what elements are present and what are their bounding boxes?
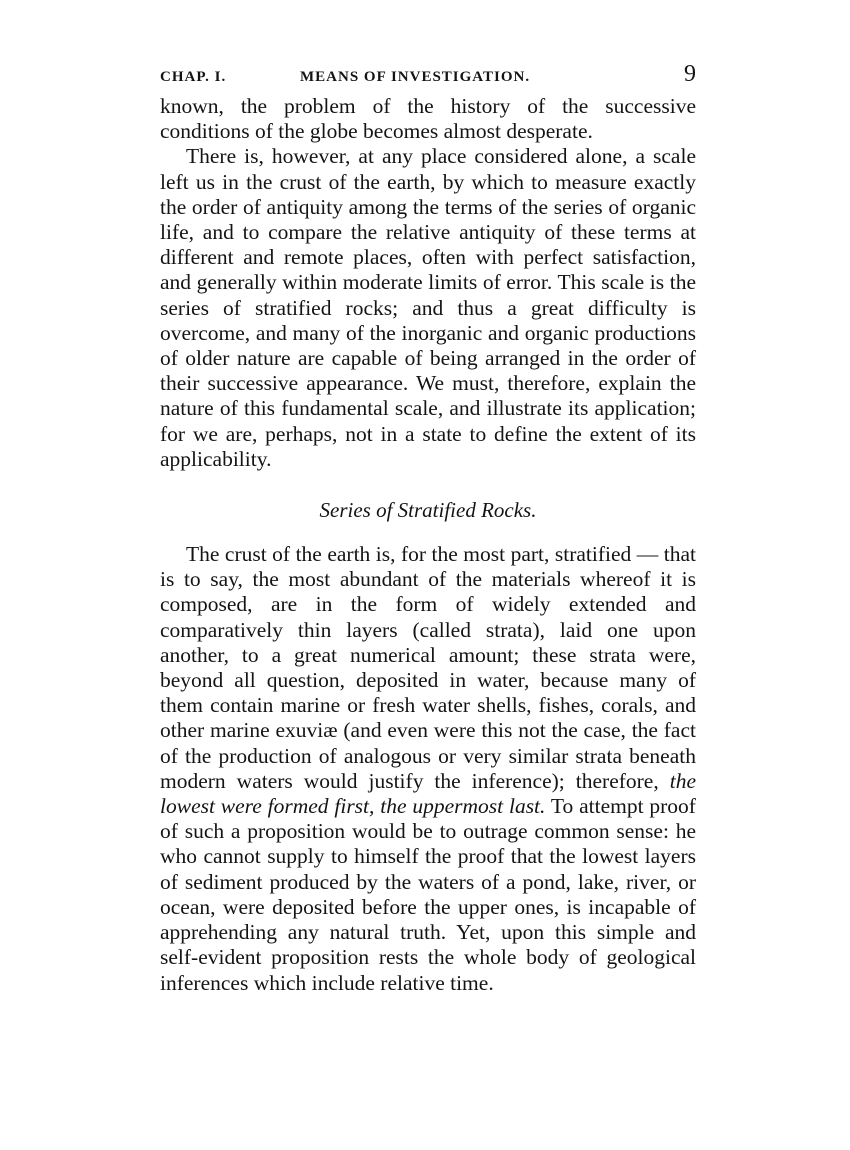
chapter-label: CHAP. I.: [160, 69, 227, 85]
paragraph-stratified-part-2: To attempt proof of such a proposition would be to outrage common sense: he who cannot supply to himself the proof that the lowest layers of sediment produced by the waters of a pond, lake, river, or ocean, were deposited before the upper ones, is incapable of apprehending any natural truth. Yet, upon this simple and self-evident proposition rests the whole body of geological inferences which include relative time.: [160, 794, 696, 995]
paragraph-continued: known, the problem of the history of the successive conditions of the globe becomes almost desperate.: [160, 94, 696, 144]
running-head: [160, 58, 696, 88]
section-heading: Series of Stratified Rocks.: [319, 498, 537, 523]
page-number: 9: [684, 61, 696, 87]
body-text: [160, 94, 696, 996]
paragraph-stratified: [160, 542, 696, 996]
paragraph-scale: There is, however, at any place considered alone, a scale left us in the crust of the earth, by which to measure exactly the order of antiquity among the terms of the series of organic life, and to compare the relative antiquity of these terms at different and remote places, often with perfect satisfaction, and generally within moderate limits of error. This scale is the series of stratified rocks; and thus a great difficulty is overcome, and many of the inorganic and organic productions of older nature are capable of being arranged in the order of their successive appearance. We must, therefore, explain the nature of this fundamental scale, and illustrate its application; for we are, perhaps, not in a state to define the extent of its applicability.: [160, 144, 696, 471]
chapter-title: MEANS OF INVESTIGATION.: [300, 69, 531, 85]
paragraph-stratified-part-1: The crust of the earth is, for the most part, stratified — that is to say, the most abundant of the materials whereof it is composed, are in the form of widely extended and comparatively thin layers (called strata), laid one upon another, to a great numerical amount; these strata were, beyond all question, deposited in water, because many of them contain marine or fresh water shells, fishes, corals, and other marine exuviæ (and even were this not the case, the fact of the production of analogous or very similar strata beneath modern waters would justify the inference); therefore,: [160, 542, 696, 793]
emphasis-lowest-first: the lowest were formed first, the uppermost last.: [160, 768, 697, 819]
